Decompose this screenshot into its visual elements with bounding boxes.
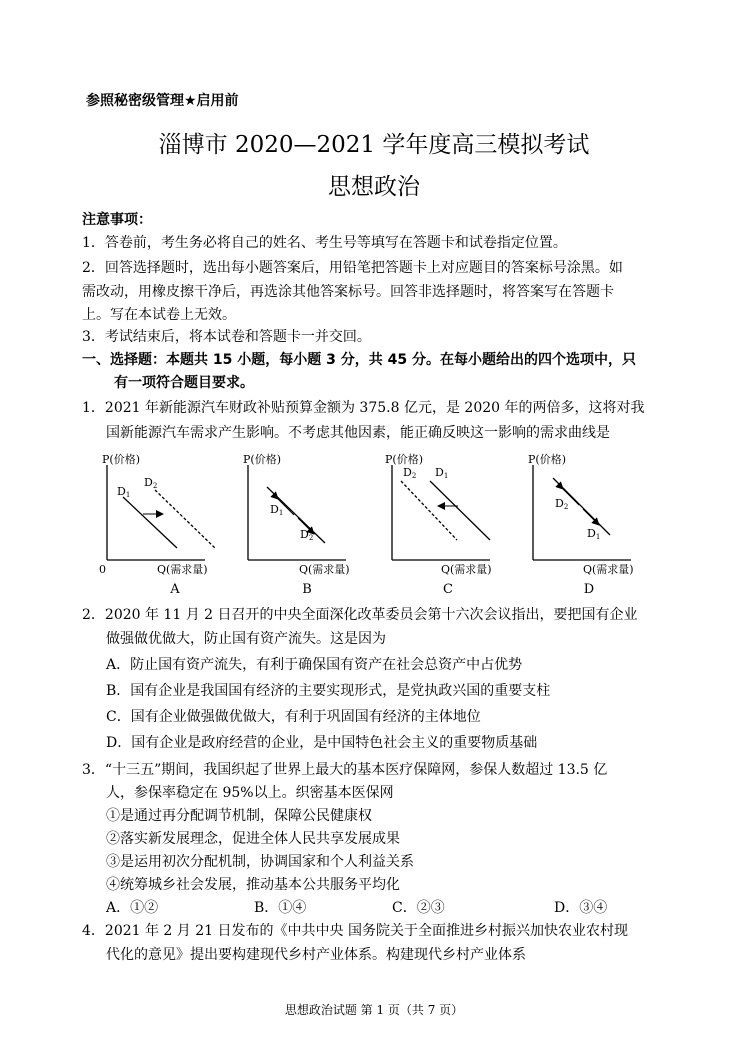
demand-curve-figures bbox=[95, 445, 675, 600]
svg-text:D2: D2 bbox=[144, 476, 158, 490]
notice-item-3: 3．考试结束后，将本试卷和答题卡一并交回。 bbox=[82, 329, 371, 345]
question-3-statement-3: ③是运用初次分配机制，协调国家和个人利益关系 bbox=[106, 854, 414, 870]
svg-text:D1: D1 bbox=[587, 527, 601, 541]
notice-item-2-line-3: 上。写在本试卷上无效。 bbox=[82, 307, 236, 323]
question-3-option-c: C．②③ bbox=[392, 900, 445, 916]
y-axis-label: P(价格) bbox=[528, 453, 566, 466]
question-2-option-d: D．国有企业是政府经营的企业，是中国特色社会主义的重要物质基础 bbox=[106, 735, 538, 751]
question-1-line-1: 1．2021 年新能源汽车财政补贴预算金额为 375.8 亿元，是 2020 年的两倍多，这将对我 bbox=[82, 400, 645, 416]
question-2-option-a: A．防止国有资产流失，有利于确保国有资产在社会总资产中占优势 bbox=[106, 657, 523, 673]
notice-heading: 注意事项： bbox=[82, 212, 152, 228]
x-axis-label: Q(需求量) bbox=[157, 563, 208, 576]
y-axis-label: P(价格) bbox=[385, 453, 423, 466]
question-3-statement-1: ①是通过再分配调节机制，保障公民健康权 bbox=[106, 808, 372, 824]
graph-c bbox=[385, 452, 492, 597]
curve-d2 bbox=[155, 490, 215, 548]
question-3-line-1: 3．“十三五”期间，我国织起了世界上最大的基本医疗保障网，参保人数超过 13.5 亿 bbox=[82, 762, 608, 778]
curve-d1 bbox=[430, 481, 490, 540]
exam-title: 淄博市 2020—2021 学年度高三模拟考试 bbox=[158, 132, 590, 158]
curve-d1 bbox=[123, 497, 177, 548]
graph-d bbox=[528, 452, 634, 597]
question-3-line-2: 人，参保率稳定在 95%以上。织密基本医保网 bbox=[106, 785, 394, 801]
graph-a bbox=[99, 452, 215, 597]
question-1-line-2: 国新能源汽车需求产生影响。不考虑其他因素，能正确反映这一影响的需求曲线是 bbox=[106, 425, 610, 441]
graph-b bbox=[243, 452, 350, 597]
option-a-label: A bbox=[170, 582, 180, 597]
option-c-label: C bbox=[443, 582, 453, 597]
arrow-down bbox=[583, 509, 599, 525]
question-2-option-c: C．国有企业做强做优做大，有利于巩固国有经济的主体地位 bbox=[106, 709, 481, 725]
origin-label: 0 bbox=[99, 563, 106, 576]
question-2-line-2: 做强做优做大，防止国有资产流失。这是因为 bbox=[106, 631, 386, 647]
svg-text:D2: D2 bbox=[300, 528, 314, 542]
option-d-label: D bbox=[583, 582, 595, 597]
notice-item-2-line-2: 需改动，用橡皮擦干净后，再选涂其他答案标号。回答非选择题时，将答案写在答题卡 bbox=[82, 284, 614, 300]
page-footer: 思想政治试题 第 1 页（共 7 页） bbox=[284, 1003, 464, 1017]
question-2-line-1: 2．2020 年 11 月 2 日召开的中央全面深化改革委员会第十六次会议指出，要把国有企业 bbox=[82, 607, 638, 623]
x-axis-label: Q(需求量) bbox=[299, 563, 350, 576]
section-heading-line-1: 一、选择题：本题共 15 小题，每小题 3 分，共 45 分。在每小题给出的四个选项中，只 bbox=[82, 352, 636, 368]
svg-text:D2: D2 bbox=[403, 466, 417, 480]
question-3-option-a: A．①② bbox=[106, 900, 159, 916]
svg-text:D1: D1 bbox=[270, 503, 284, 517]
svg-text:D2: D2 bbox=[555, 497, 569, 511]
x-axis-label: Q(需求量) bbox=[583, 563, 634, 576]
question-3-option-d: D．③④ bbox=[554, 900, 608, 916]
question-3-statement-2: ②落实新发展理念，促进全体人民共享发展成果 bbox=[106, 831, 400, 847]
x-axis-label: Q(需求量) bbox=[441, 563, 492, 576]
subject-title: 思想政治 bbox=[328, 174, 420, 200]
question-4-line-1: 4．2021 年 2 月 21 日发布的《中共中央 国务院关于全面推进乡村振兴加快农业农村现 bbox=[82, 923, 628, 939]
svg-text:D1: D1 bbox=[435, 466, 449, 480]
question-3-statement-4: ④统筹城乡社会发展，推动基本公共服务平均化 bbox=[106, 877, 400, 893]
y-axis-label: P(价格) bbox=[102, 453, 140, 466]
option-b-label: B bbox=[302, 582, 312, 597]
svg-text:D1: D1 bbox=[117, 485, 131, 499]
notice-item-1: 1．答卷前，考生务必将自己的姓名、考生号等填写在答题卡和试卷指定位置。 bbox=[82, 235, 567, 251]
question-4-line-2: 代化的意见》提出要构建现代乡村产业体系。构建现代乡村产业体系 bbox=[106, 947, 526, 963]
y-axis-label: P(价格) bbox=[243, 453, 281, 466]
curve-d2 bbox=[401, 481, 457, 540]
notice-item-2-line-1: 2．回答选择题时，选出每小题答案后，用铅笔把答题卡上对应题目的答案标号涂黑。如 bbox=[82, 260, 623, 276]
question-2-option-b: B．国有企业是我国国有经济的主要实现形式，是党执政兴国的重要支柱 bbox=[106, 683, 551, 699]
section-heading-line-2: 有一项符合题目要求。 bbox=[114, 375, 254, 391]
question-3-option-b: B．①④ bbox=[254, 900, 307, 916]
confidential-mark: 参照秘密级管理★启用前 bbox=[86, 93, 239, 109]
